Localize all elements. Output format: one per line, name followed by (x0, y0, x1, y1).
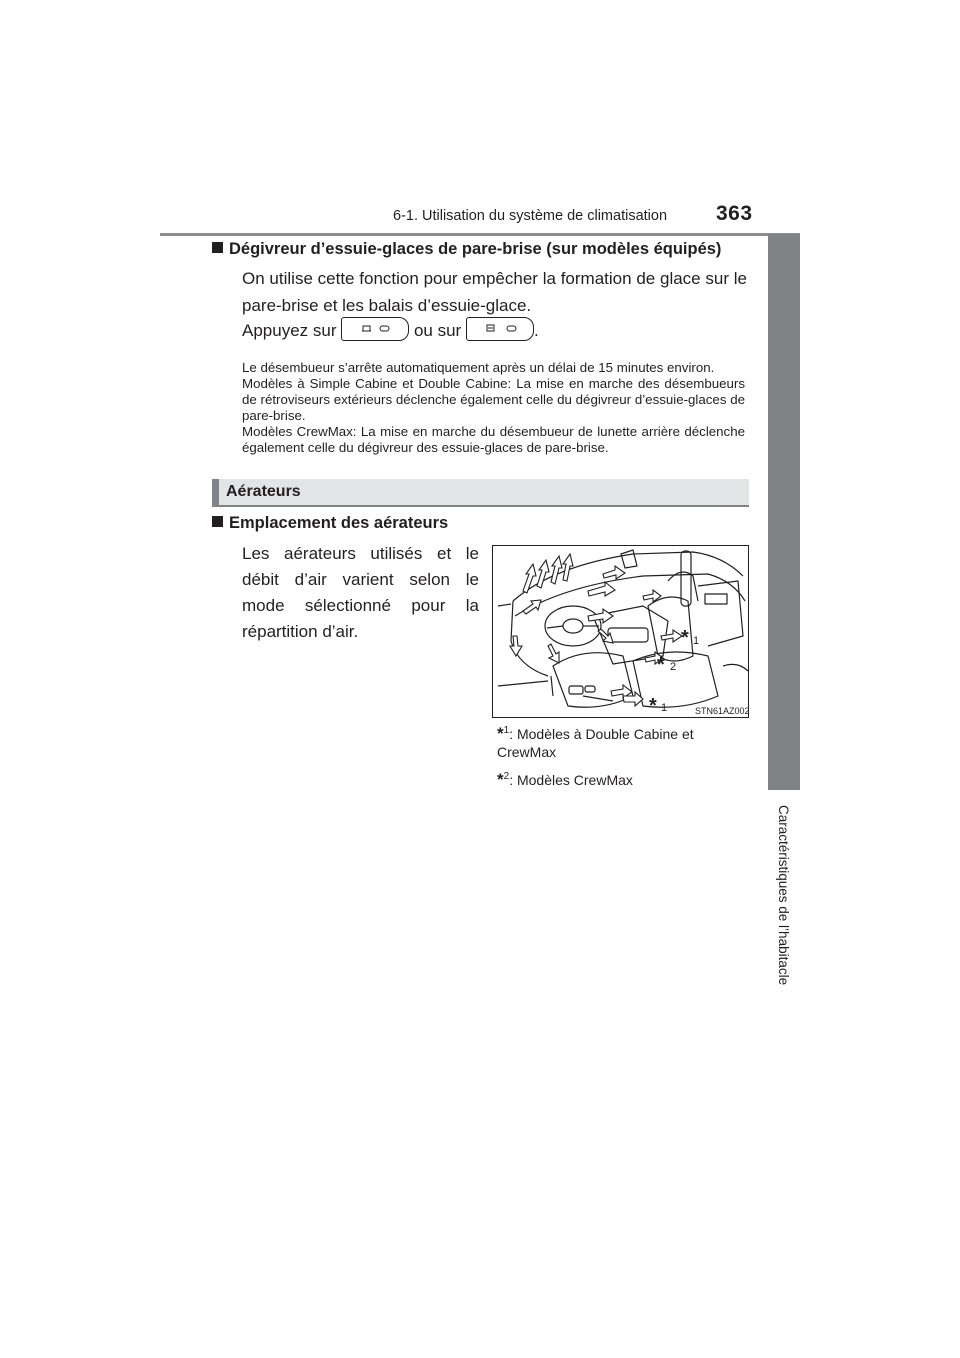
section-title-defroster: Dégivreur d’essuie-glaces de pare-brise (sur modèles équipés) (212, 240, 721, 259)
asterisk-icon: * (497, 770, 504, 789)
page-number: 363 (716, 202, 753, 225)
bullet-square-icon (212, 516, 223, 527)
vent-location-illustration (492, 545, 749, 718)
footnote-1: *$^1$: Modèles à Double Cabine et CrewMax (497, 724, 694, 760)
wiper-deicer-button-icon (341, 317, 409, 341)
chapter-title: Caractéristiques de l’habitacle (776, 805, 791, 986)
svg-text:*: * (681, 627, 689, 649)
footnote-2: *$^2$: Modèles CrewMax (497, 770, 633, 789)
callout-2: 2 (670, 661, 677, 673)
section-header-rule (212, 505, 749, 507)
asterisk-icon: * (497, 724, 504, 743)
chapter-tab-strip (768, 234, 800, 790)
section-header-accent (212, 479, 219, 506)
chapter-number: 6 (780, 790, 788, 804)
section-header: 6-1. Utilisation du système de climatisation (393, 208, 668, 224)
section-title-vent-location: Emplacement des aérateurs (212, 514, 448, 533)
note-auto-off: Le désembueur s’arrête automatiquement après un délai de 15 minutes environ. (242, 360, 715, 375)
wiper-deicer-button-alt-icon (466, 317, 534, 341)
figure-code: STN61AZ002 (695, 706, 750, 716)
svg-text:*: * (657, 654, 665, 676)
svg-text:*: * (649, 695, 657, 717)
cabin-illustration (493, 546, 749, 718)
defroster-description: On utilise cette fonction pour empêcher la formation de glace sur le pare-brise et les balais d’essuie-glace. (242, 269, 747, 315)
section-heading-aerateurs: Aérateurs (226, 483, 301, 500)
press-instruction: Appuyez sur ou sur . (242, 317, 762, 345)
callout-1-top: 1 (693, 635, 700, 647)
header-rule (160, 233, 800, 236)
vent-description: Les aérateurs utilisés et le débit d’air varient selon le mode sélectionné pour la répartition d’air. (242, 544, 479, 641)
defroster-notes (242, 360, 745, 456)
callout-1-bottom: 1 (661, 702, 668, 714)
note-single-double-cab: Modèles à Simple Cabine et Double Cabine: La mise en marche des désembueurs de rétroviseurs extérieurs déclenche également celle du dégivreur d’essuie-glaces de pare-brise. (242, 376, 745, 423)
bullet-square-icon (212, 242, 223, 253)
note-crewmax: Modèles CrewMax: La mise en marche du désembueur de lunette arrière déclenche également celle du dégivreur des essuie-glaces de pare-brise. (242, 424, 745, 455)
